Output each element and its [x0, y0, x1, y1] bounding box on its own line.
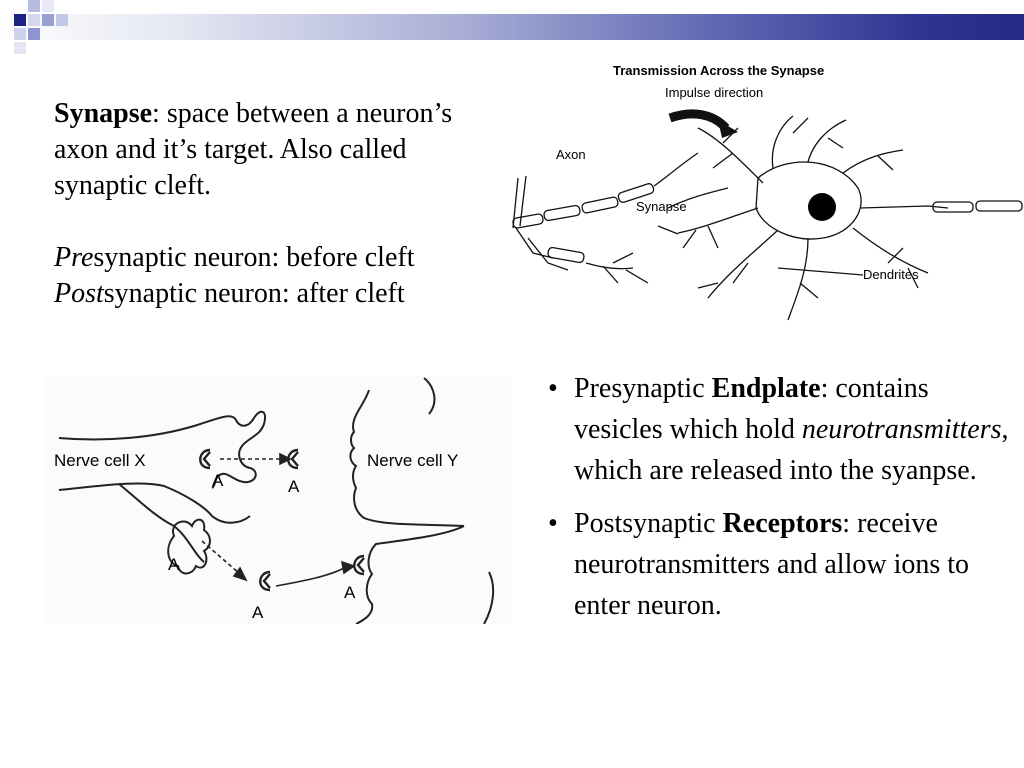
presynaptic-line [54, 240, 504, 276]
nerve-cell-y-label: Nerve cell Y [367, 451, 459, 470]
neurotransmitters-italic: neurotransmitters [801, 414, 1002, 445]
synapse-definition [54, 96, 494, 204]
synapse-definition-text: : space between a neuron’s axon and it’s target. Also called synaptic cleft. [54, 98, 453, 201]
postsynaptic-line [54, 276, 504, 312]
marker-a: A [344, 583, 356, 602]
receptors-text: receive neurotransmitters and allow ions to enter neuron. [574, 508, 970, 621]
neuron-diagram-title: Transmission Across the Synapse [613, 63, 825, 78]
dendrites-label: Dendrites [863, 267, 919, 282]
receptors-lead: Postsynaptic [574, 508, 723, 539]
synapse-term: Synapse [54, 98, 153, 129]
bullet-receptors [540, 503, 1010, 626]
endplate-term: Endplate [711, 373, 821, 404]
impulse-direction-label: Impulse direction [665, 85, 764, 100]
marker-a: A [252, 603, 264, 622]
receptors-term: Receptors [722, 508, 843, 539]
nerve-cell-diagram [44, 376, 512, 624]
endplate-text-end: , which are released into the syanpse. [574, 414, 1009, 486]
endplate-text: contains vesicles which hold [574, 373, 929, 445]
axon-label: Axon [556, 147, 586, 162]
synapse-bullets [540, 368, 1010, 638]
pre-post-definitions [54, 240, 504, 312]
post-prefix: Post [54, 278, 104, 309]
neuron-transmission-diagram [508, 58, 1024, 330]
endplate-colon: : [820, 373, 829, 404]
nerve-cell-outlines [59, 378, 493, 624]
post-rest: synaptic neuron: after cleft [103, 278, 405, 309]
marker-a: A [168, 555, 180, 574]
pre-rest: synaptic neuron: before cleft [93, 242, 415, 273]
bullet-dot-icon: • [548, 508, 558, 539]
marker-a: A [288, 477, 300, 496]
header-gradient-bar [0, 14, 1024, 40]
neuron-drawing [512, 114, 1022, 320]
receptor-shapes [200, 450, 364, 590]
neurotransmitter-a-markers [168, 471, 356, 622]
endplate-lead: Presynaptic [574, 373, 712, 404]
receptors-colon: : [842, 508, 851, 539]
marker-a: A [212, 471, 224, 490]
synapse-label: Synapse [636, 199, 687, 214]
bullet-dot-icon: • [548, 373, 558, 404]
nerve-cell-x-label: Nerve cell X [54, 451, 146, 470]
pre-prefix: Pre [54, 242, 94, 273]
bullet-endplate [540, 368, 1010, 491]
